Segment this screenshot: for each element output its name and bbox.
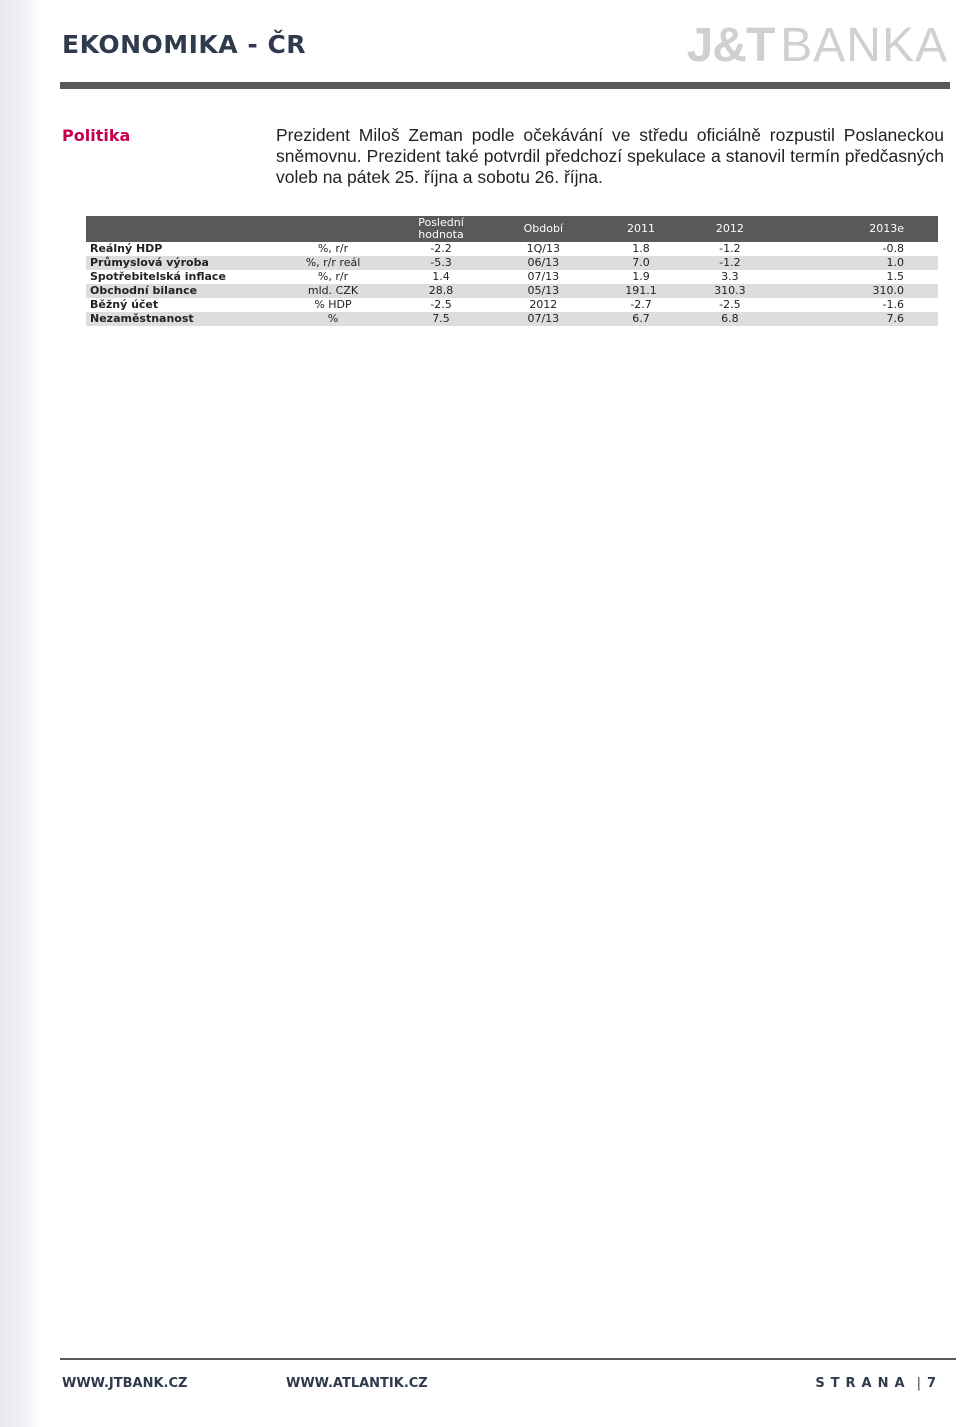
table-header-row	[86, 216, 938, 242]
table-cell: 7.5	[392, 312, 490, 326]
table-header-cell: Období	[490, 216, 597, 242]
table-cell: 310.0	[774, 284, 938, 298]
table-cell: 191.1	[597, 284, 686, 298]
table-cell: -0.8	[882, 242, 904, 255]
table-row	[86, 242, 938, 256]
table-cell: 1.5	[886, 270, 904, 283]
section-text: Prezident Miloš Zeman podle očekávání ve středu oficiálně rozpustil Poslaneckou sněmovnu. Prezident také potvrdil předchozí spekulace a stanovil termín předčasných voleb na pátek 25. října a sobotu 26. října.	[276, 125, 944, 187]
table-cell: 1.8	[632, 242, 650, 255]
table-cell: 7.6	[774, 312, 938, 326]
strana-label: STRANA	[815, 1376, 911, 1391]
page-title: EKONOMIKA - ČR	[62, 30, 307, 59]
table-row	[86, 298, 938, 312]
table-cell: 1.4	[432, 270, 450, 283]
table-cell: -1.2	[719, 242, 741, 255]
table-cell: %	[274, 312, 392, 326]
page-number-box	[815, 1376, 936, 1391]
table-cell: 06/13	[490, 256, 597, 270]
table-header-cell	[86, 216, 274, 242]
table-cell: -1.6	[882, 298, 904, 311]
table-cell: Průmyslová výroba	[86, 256, 274, 270]
table-cell: -2.7	[630, 298, 652, 311]
table-cell: %, r/r reál	[274, 256, 392, 270]
footer-divider	[60, 1358, 956, 1360]
table-cell: Běžný účet	[90, 298, 159, 311]
table-cell: Spotřebitelská inflace	[90, 270, 226, 283]
table-cell: Reálný HDP	[90, 242, 163, 255]
table-cell: 6.7	[597, 312, 686, 326]
table-cell: Obchodní bilance	[86, 284, 274, 298]
table-header-cell	[274, 216, 392, 242]
table-cell: 310.3	[685, 284, 774, 298]
header-last-value: Poslední hodnota	[418, 216, 464, 241]
table-cell: 3.3	[721, 270, 739, 283]
table-header-cell	[392, 216, 490, 242]
table-cell: 05/13	[490, 284, 597, 298]
indicators-table	[86, 216, 938, 326]
table-row	[86, 270, 938, 284]
header-divider	[60, 82, 950, 89]
table-cell: % HDP	[314, 298, 352, 311]
logo-jt-text: J&T	[686, 19, 775, 72]
table-cell: mld. CZK	[274, 284, 392, 298]
jt-banka-logo	[687, 18, 948, 73]
table-cell: 1Q/13	[526, 242, 560, 255]
footer-link-atlantik[interactable]: WWW.ATLANTIK.CZ	[286, 1376, 428, 1391]
table-header-cell: 2013e	[774, 216, 938, 242]
table-cell: -1.2	[685, 256, 774, 270]
table-cell: -2.5	[719, 298, 741, 311]
table-cell: 28.8	[392, 284, 490, 298]
table-cell: -5.3	[392, 256, 490, 270]
table-row	[86, 284, 938, 298]
logo-banka-text: BANKA	[780, 19, 948, 72]
table-cell: %, r/r	[317, 242, 349, 255]
page-number: 7	[926, 1376, 936, 1391]
table-cell: 1.9	[632, 270, 650, 283]
left-decorative-bar	[0, 0, 40, 1427]
table-row	[86, 256, 938, 270]
table-cell: 6.8	[685, 312, 774, 326]
page-separator: |	[916, 1376, 921, 1391]
table-header-cell: 2012	[685, 216, 774, 242]
table-cell: 1.0	[774, 256, 938, 270]
table-cell: 07/13	[527, 270, 560, 283]
table-cell: -2.2	[430, 242, 452, 255]
table-header-cell: 2011	[597, 216, 686, 242]
table-cell: %, r/r	[317, 270, 349, 283]
table-cell: 07/13	[490, 312, 597, 326]
table-cell: 7.0	[597, 256, 686, 270]
table-row	[86, 312, 938, 326]
section-label: Politika	[62, 126, 131, 145]
table-cell: Nezaměstnanost	[86, 312, 274, 326]
table-cell: 2012	[529, 298, 558, 311]
footer-link-jtbank[interactable]: WWW.JTBANK.CZ	[62, 1376, 188, 1391]
table-cell: -2.5	[430, 298, 452, 311]
